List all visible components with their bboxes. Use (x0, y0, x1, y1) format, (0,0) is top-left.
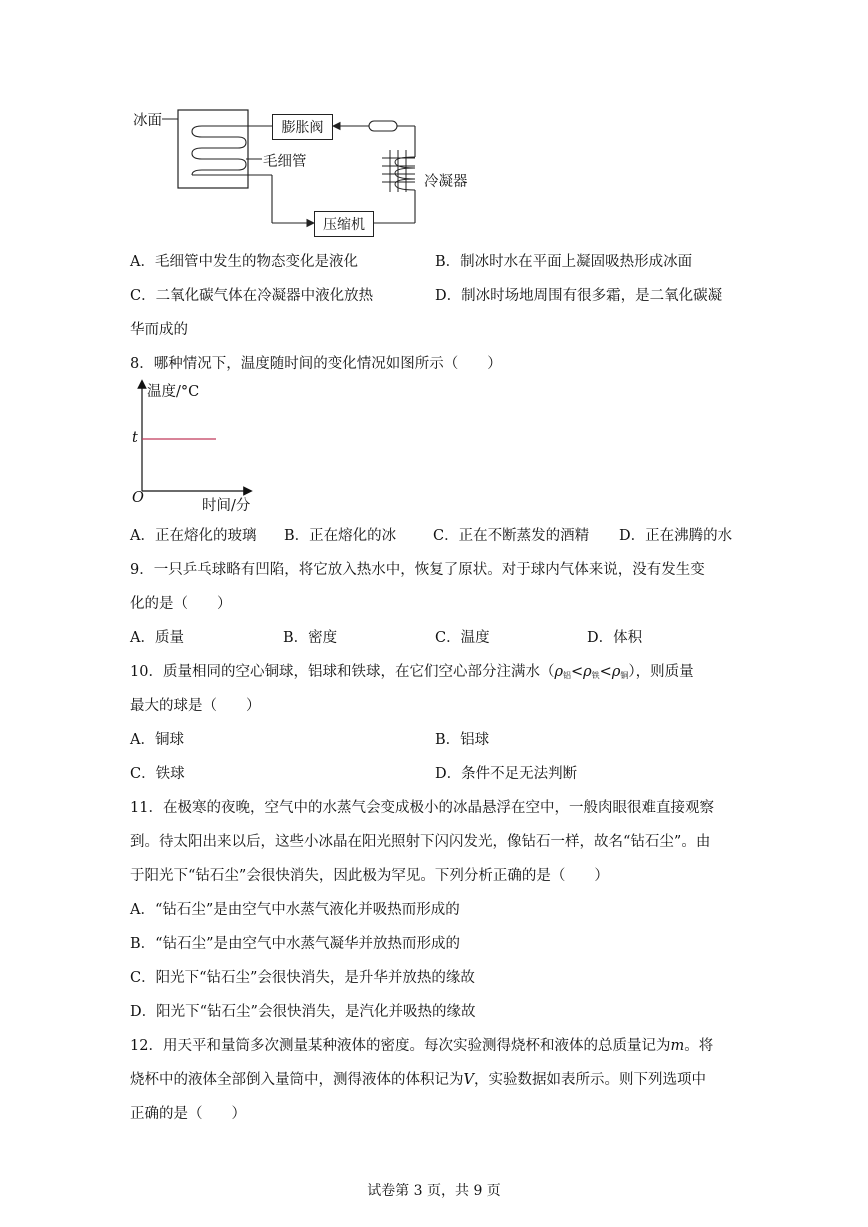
q11-stem-line1: 11．在极寒的夜晚，空气中的水蒸气会变成极小的冰晶悬浮在空中，一般肉眼很难直接观察 (130, 800, 714, 816)
q8-stem: 8．哪种情况下，温度随时间的变化情况如图所示（ ） (130, 356, 502, 372)
q9-option-b: B．密度 (283, 630, 338, 646)
q11-option-a: A．“钻石尘”是由空气中水蒸气液化并吸热而形成的 (130, 902, 460, 918)
q7-option-d-cont: 华而成的 (130, 322, 188, 338)
q7-option-d: D．制冰时场地周围有很多霜，是二氧化碳凝 (435, 288, 723, 304)
q9-stem-line1: 9．一只乒乓球略有凹陷，将它放入热水中，恢复了原状。对于球内气体来说，没有发生变 (130, 562, 705, 578)
q10-option-c: C．铁球 (130, 766, 185, 782)
q11-stem-line3: 于阳光下“钻石尘”会很快消失，因此极为罕见。下列分析正确的是（ ） (130, 868, 609, 884)
less-than: < (570, 664, 584, 680)
q12-stem-line2 (130, 1068, 706, 1089)
q8-option-b: B．正在熔化的冰 (284, 528, 397, 544)
q12-stem-part1: 12．用天平和量筒多次测量某种液体的密度。每次实验测得烧杯和液体的总质量记为 (130, 1038, 671, 1054)
graph-t-mark: t (132, 430, 138, 446)
q12-stem-line1 (130, 1034, 713, 1055)
capillary-label: 毛细管 (263, 154, 307, 170)
q11-option-b: B．“钻石尘”是由空气中水蒸气凝华并放热而形成的 (130, 936, 460, 952)
q10-stem-line2: 最大的球是（ ） (130, 698, 261, 714)
q10-stem-part1: 10．质量相同的空心铜球，铝球和铁球，在它们空心部分注满水（ (130, 664, 555, 680)
q9-option-a: A．质量 (130, 630, 184, 646)
rho-sub-fe: 铁 (591, 671, 600, 680)
q8-option-a: A．正在熔化的玻璃 (130, 528, 257, 544)
q11-stem-line2: 到。待太阳出来以后，这些小冰晶在阳光照射下闪闪发光，像钻石一样，故名“钻石尘”。由 (130, 834, 711, 850)
q11-option-d: D．阳光下“钻石尘”会很快消失，是汽化并吸热的缘故 (130, 1004, 476, 1020)
q8-option-d: D．正在沸腾的水 (619, 528, 733, 544)
q11-option-c: C．阳光下“钻石尘”会很快消失，是升华并放热的缘故 (130, 970, 475, 986)
volume-symbol: V (463, 1072, 474, 1088)
q10-option-b: B．铝球 (435, 732, 490, 748)
rho-sub-al: 铝 (562, 671, 571, 680)
compressor-label: 压缩机 (323, 217, 365, 233)
q8-option-c: C．正在不断蒸发的酒精 (433, 528, 590, 544)
q7-option-a: A．毛细管中发生的物态变化是液化 (130, 254, 358, 270)
q9-option-c: C．温度 (435, 630, 490, 646)
rho-symbol: ρ (554, 664, 563, 680)
q12-stem-part4: ，实验数据如表所示。则下列选项中 (473, 1072, 706, 1088)
q9-option-d: D．体积 (587, 630, 643, 646)
q12-stem-part2: 。将 (684, 1038, 714, 1054)
mass-symbol: m (670, 1038, 685, 1054)
q10-stem-line1 (130, 660, 694, 681)
q10-stem-part2: ），则质量 (628, 664, 694, 680)
q12-stem-line3: 正确的是（ ） (130, 1106, 246, 1122)
expansion-valve-label: 膨胀阀 (281, 120, 324, 136)
q9-stem-line2: 化的是（ ） (130, 596, 232, 612)
less-than: < (599, 664, 612, 680)
rho-symbol: ρ (611, 664, 621, 680)
q10-option-a: A．铜球 (130, 732, 184, 748)
ice-surface-label: 冰面 (133, 113, 162, 129)
condenser-label: 冷凝器 (424, 174, 468, 190)
q7-option-b: B．制冰时水在平面上凝固吸热形成冰面 (435, 254, 693, 270)
q12-stem-part3: 烧杯中的液体全部倒入量筒中，测得液体的体积记为 (130, 1072, 464, 1088)
q7-option-c: C．二氧化碳气体在冷凝器中液化放热 (130, 288, 374, 304)
rho-symbol: ρ (583, 664, 592, 680)
graph-y-label: 温度/°C (147, 384, 200, 400)
page-footer: 试卷第 3 页，共 9 页 (367, 1183, 501, 1199)
temperature-time-graph-axes (0, 0, 868, 520)
rho-sub-cu: 铜 (620, 671, 629, 680)
graph-x-label: 时间/分 (202, 498, 251, 514)
graph-origin: O (132, 490, 144, 506)
q10-option-d: D．条件不足无法判断 (435, 766, 578, 782)
